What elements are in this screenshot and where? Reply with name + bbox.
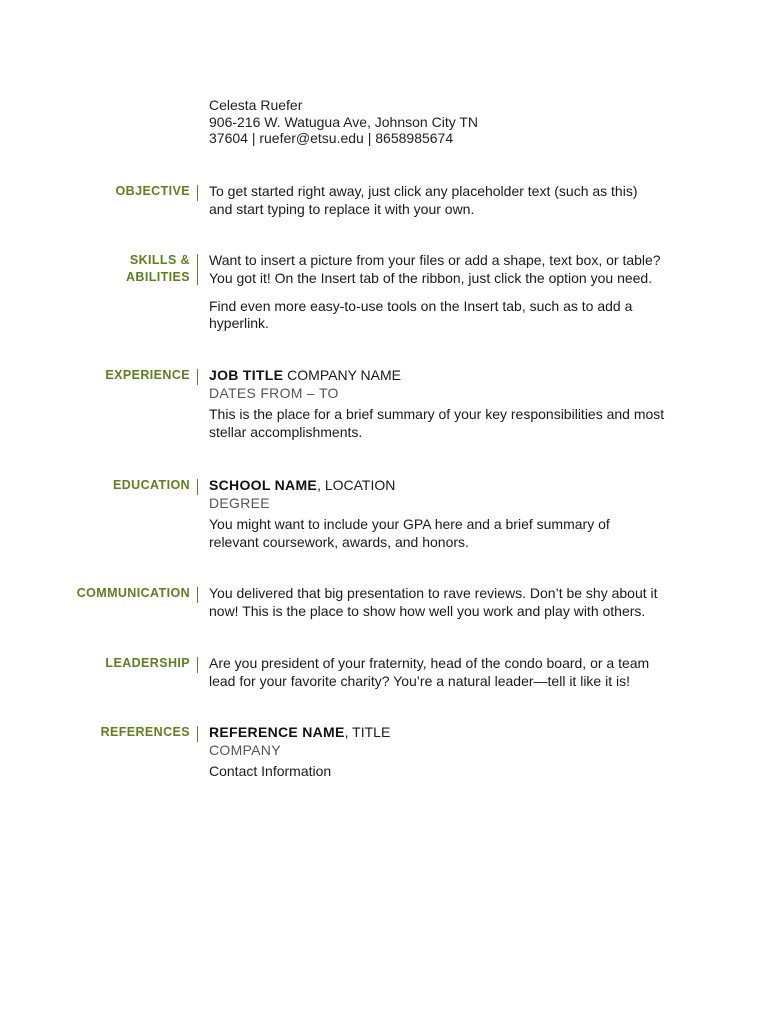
reference-heading <box>209 724 669 742</box>
section-label-experience: EXPERIENCE <box>105 368 190 382</box>
section-divider <box>197 185 198 201</box>
school-name: SCHOOL NAME <box>209 477 318 493</box>
label-line: SKILLS & <box>129 253 190 267</box>
degree: DEGREE <box>209 494 270 511</box>
job-dates: DATES FROM – TO <box>209 384 339 401</box>
education-content[interactable] <box>209 477 669 551</box>
section-divider <box>197 587 198 603</box>
text-line: hyperlink. <box>209 315 269 331</box>
company-name: COMPANY NAME <box>283 367 401 383</box>
reference-name: REFERENCE NAME <box>209 724 345 740</box>
contact-address[interactable]: 906-216 W. Watugua Ave, Johnson City TN <box>209 113 479 130</box>
contact-block <box>209 97 478 147</box>
text-line: now! This is the place to show how well you work and play with others. <box>209 602 646 619</box>
section-divider <box>197 369 198 385</box>
section-divider <box>197 726 198 742</box>
text-line: You delivered that big presentation to rave reviews. Don’t be shy about it <box>209 585 658 601</box>
objective-content[interactable] <box>209 183 669 218</box>
section-label-communication: COMMUNICATION <box>76 586 190 600</box>
reference-contact: Contact Information <box>209 763 332 779</box>
references-content[interactable] <box>209 724 669 781</box>
text-line: This is the place for a brief summary of your key responsibilities and most <box>209 406 665 422</box>
school-heading <box>209 477 669 495</box>
text-line: Are you president of your fraternity, head of the condo board, or a team <box>209 655 650 671</box>
paragraph <box>209 298 669 333</box>
text-line: relevant coursework, awards, and honors. <box>209 533 469 550</box>
section-label-references: REFERENCES <box>100 725 190 739</box>
reference-company: COMPANY <box>209 741 281 758</box>
job-heading <box>209 367 669 385</box>
school-location: , LOCATION <box>317 477 396 493</box>
label-line: ABILITIES <box>125 270 190 284</box>
job-title: JOB TITLE <box>209 367 284 383</box>
text-line: and start typing to replace it with your own. <box>209 200 475 217</box>
text-line: You might want to include your GPA here and a brief summary of <box>209 516 610 532</box>
leadership-content[interactable] <box>209 655 669 690</box>
contact-details[interactable]: 37604 | ruefer@etsu.edu | 8658985674 <box>209 130 454 146</box>
text-line: stellar accomplishments. <box>209 423 363 440</box>
section-divider <box>197 254 198 285</box>
section-label-education: EDUCATION <box>113 478 190 492</box>
paragraph <box>209 252 669 287</box>
section-divider <box>197 657 198 673</box>
communication-content[interactable] <box>209 585 669 620</box>
contact-name[interactable]: Celesta Ruefer <box>209 97 303 113</box>
text-line: You got it! On the Insert tab of the ribbon, just click the option you need. <box>209 269 653 286</box>
section-label-skills <box>126 252 190 286</box>
experience-content[interactable] <box>209 367 669 441</box>
section-divider <box>197 479 198 495</box>
text-line: To get started right away, just click any placeholder text (such as this) <box>209 183 638 199</box>
text-line: Want to insert a picture from your files or add a shape, text box, or table? <box>209 252 661 268</box>
section-label-leadership: LEADERSHIP <box>105 656 190 670</box>
text-line: lead for your favorite charity? You’re a natural leader—tell it like it is! <box>209 672 630 689</box>
section-label-objective: OBJECTIVE <box>115 184 190 198</box>
reference-title: , TITLE <box>344 724 391 740</box>
text-line: Find even more easy-to-use tools on the Insert tab, such as to add a <box>209 297 633 314</box>
skills-content[interactable] <box>209 252 669 333</box>
